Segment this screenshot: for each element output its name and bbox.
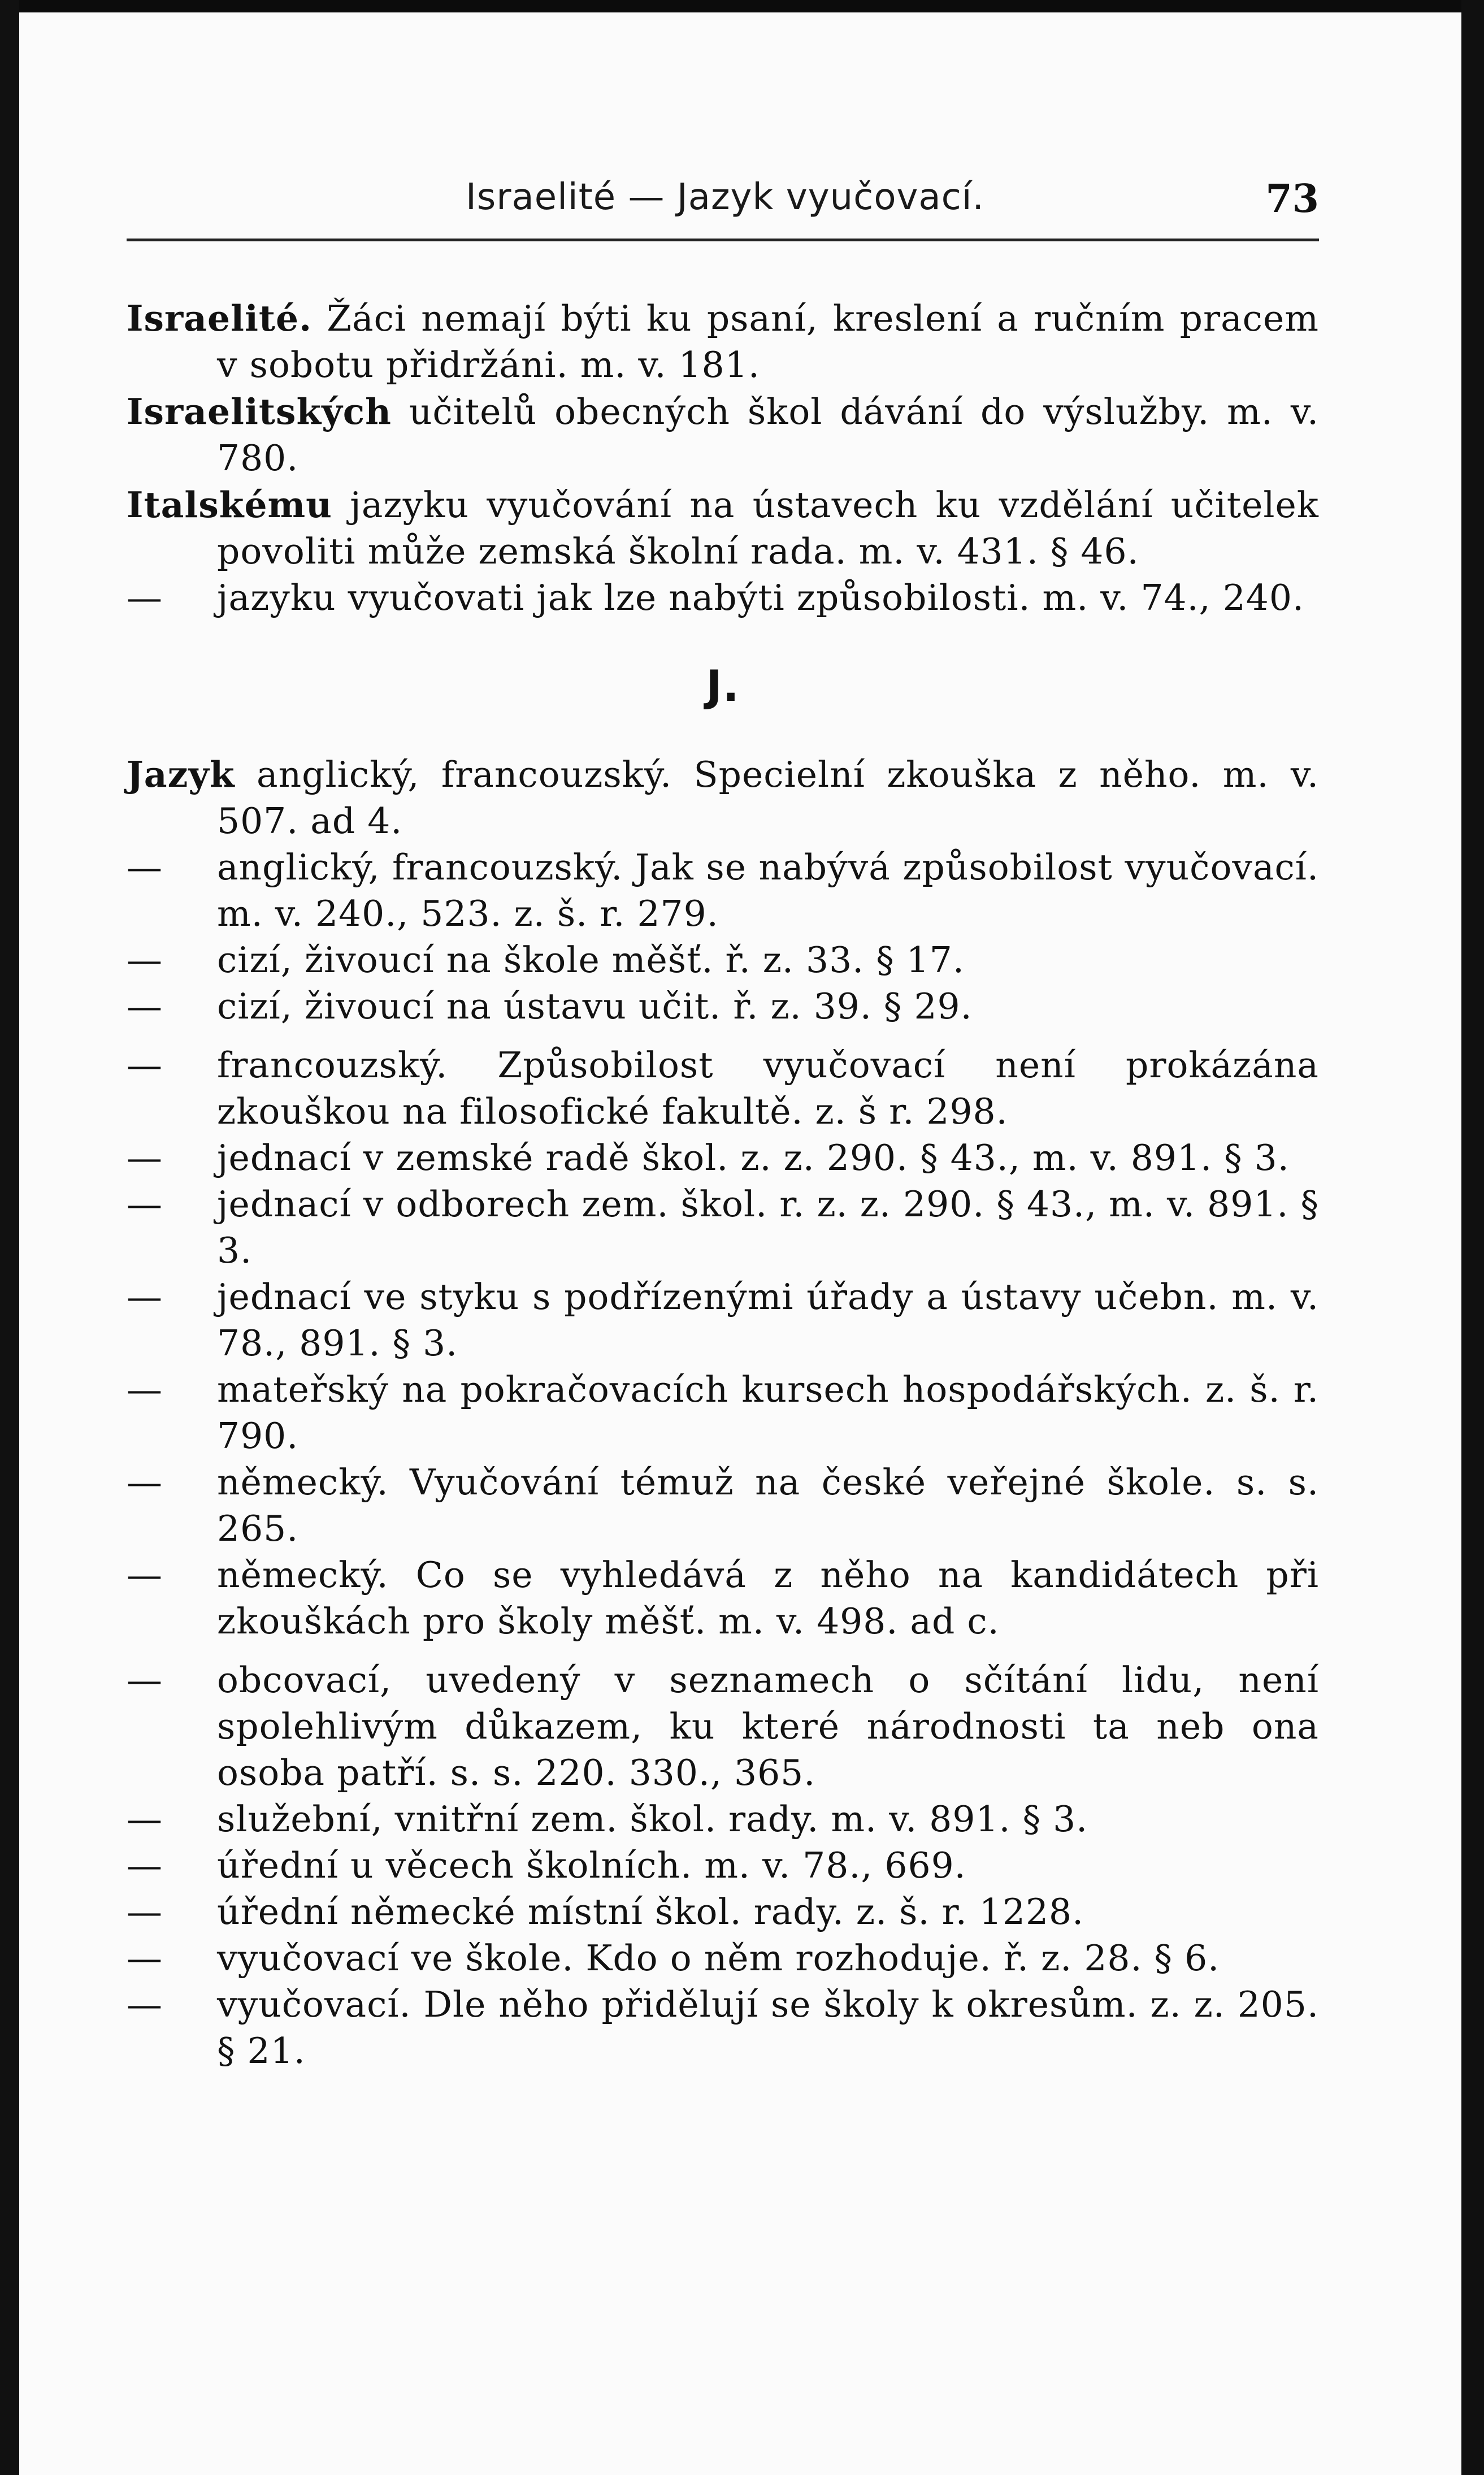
page-number: 73: [1265, 176, 1319, 222]
sub-entry: [127, 983, 1319, 1030]
entry-dash: —: [127, 577, 163, 618]
running-head: Israelité — Jazyk vyučovací.: [466, 176, 984, 218]
entry-dash: —: [127, 1044, 163, 1086]
entry-text: jednací v odborech zem. škol. r. z. z. 290. § 43., m. v. 891. § 3.: [217, 1184, 1319, 1271]
entry-headword: Israelité.: [127, 297, 313, 339]
entry-dash: —: [127, 1184, 163, 1225]
index-entry-italskemu: [127, 482, 1319, 575]
sub-entry: [127, 1982, 1319, 2074]
entry-dash: —: [127, 1845, 163, 1886]
entry-dash: —: [127, 1984, 163, 2025]
entry-text: francouzský. Způsobilost vyučovací není prokázána zkouškou na filosofické fakultě. z. š r. 298.: [217, 1044, 1319, 1132]
sub-entry: [127, 1274, 1319, 1367]
entry-text: obcovací, uvedený v seznamech o sčítání lidu, není spolehlivým důkazem, ku které národnosti ta neb ona osoba patří. s. s. 220. 330., 365.: [217, 1659, 1319, 1793]
entry-text: jazyku vyučovati jak lze nabýti způsobilosti. m. v. 74., 240.: [217, 577, 1304, 618]
index-content: [127, 295, 1319, 2074]
entry-headword: Israelitských: [127, 391, 392, 432]
sub-entry: [127, 1552, 1319, 1645]
scan-left-edge: [0, 0, 19, 2475]
sub-entry: [127, 1935, 1319, 1982]
sub-entry: [127, 1796, 1319, 1843]
entry-text: anglický, francouzský. Jak se nabývá způsobilost vyučovací. m. v. 240., 523. z. š. r. 279.: [217, 847, 1319, 934]
sub-entry: [127, 844, 1319, 937]
entry-text: německý. Vyučování témuž na české veřejné škole. s. s. 265.: [217, 1462, 1319, 1549]
entry-dash: —: [127, 847, 163, 888]
entry-text: anglický, francouzský. Specielní zkouška z něho. m. v. 507. ad 4.: [217, 754, 1319, 842]
entry-text: služební, vnitřní zem. škol. rady. m. v. 891. § 3.: [217, 1798, 1088, 1840]
entry-headword: Italskému: [127, 484, 332, 526]
entry-text: Žáci nemají býti ku psaní, kreslení a ručním pracem v sobotu přidržáni. m. v. 181.: [217, 298, 1319, 385]
header-rule: [127, 239, 1319, 241]
entry-text: německý. Co se vyhledává z něho na kandidátech při zkouškách pro školy měšť. m. v. 498. ad c.: [217, 1554, 1319, 1642]
section-letter: J.: [706, 661, 740, 711]
entry-text: cizí, živoucí na ústavu učit. ř. z. 39. § 29.: [217, 986, 973, 1027]
sub-entry: [127, 575, 1319, 621]
entry-text: mateřský na pokračovacích kursech hospodářských. z. š. r. 790.: [217, 1369, 1319, 1457]
entry-dash: —: [127, 1659, 163, 1701]
entry-text: úřední německé místní škol. rady. z. š. r. 1228.: [217, 1891, 1084, 1932]
sub-entry: [127, 937, 1319, 983]
page-header: [127, 176, 1319, 239]
entry-headword: Jazyk: [127, 753, 235, 795]
entry-dash: —: [127, 1937, 163, 1979]
sub-entry: [127, 1657, 1319, 1796]
sub-entry: [127, 1367, 1319, 1459]
spacer: [127, 1645, 1319, 1657]
entry-dash: —: [127, 986, 163, 1027]
entry-text: cizí, živoucí na škole měšť. ř. z. 33. § 17.: [217, 939, 965, 981]
entry-text: vyučovací ve škole. Kdo o něm rozhoduje. ř. z. 28. § 6.: [217, 1937, 1220, 1979]
entry-dash: —: [127, 1369, 163, 1410]
sub-entry: [127, 1889, 1319, 1935]
index-entry-israelitskych: [127, 388, 1319, 482]
sub-entry: [127, 1181, 1319, 1274]
entry-dash: —: [127, 1798, 163, 1840]
index-entry-israelite: [127, 295, 1319, 388]
entry-text: vyučovací. Dle něho přidělují se školy k okresům. z. z. 205. § 21.: [217, 1984, 1319, 2071]
sub-entry: [127, 1042, 1319, 1135]
entry-text: jednací v zemské radě škol. z. z. 290. § 43., m. v. 891. § 3.: [217, 1137, 1290, 1178]
entry-dash: —: [127, 1462, 163, 1503]
sub-entry: [127, 1135, 1319, 1181]
entry-dash: —: [127, 1891, 163, 1932]
entry-dash: —: [127, 939, 163, 981]
entry-dash: —: [127, 1137, 163, 1178]
entry-dash: —: [127, 1554, 163, 1596]
entry-dash: —: [127, 1276, 163, 1317]
entry-text: jazyku vyučování na ústavech ku vzdělání učitelek povoliti může zemská školní rada. m. v. 431. § 46.: [217, 484, 1319, 572]
entry-text: učitelů obecných škol dávání do výslužby. m. v. 780.: [217, 391, 1319, 479]
index-entry-jazyk: [127, 751, 1319, 844]
scan-right-edge: [1461, 0, 1484, 2475]
book-page: [19, 12, 1461, 2475]
spacer: [127, 1030, 1319, 1042]
sub-entry: [127, 1843, 1319, 1889]
sub-entry: [127, 1459, 1319, 1552]
entry-text: úřední u věcech školních. m. v. 78., 669.: [217, 1845, 966, 1886]
entry-text: jednací ve styku s podřízenými úřady a ústavy učebn. m. v. 78., 891. § 3.: [217, 1276, 1319, 1364]
